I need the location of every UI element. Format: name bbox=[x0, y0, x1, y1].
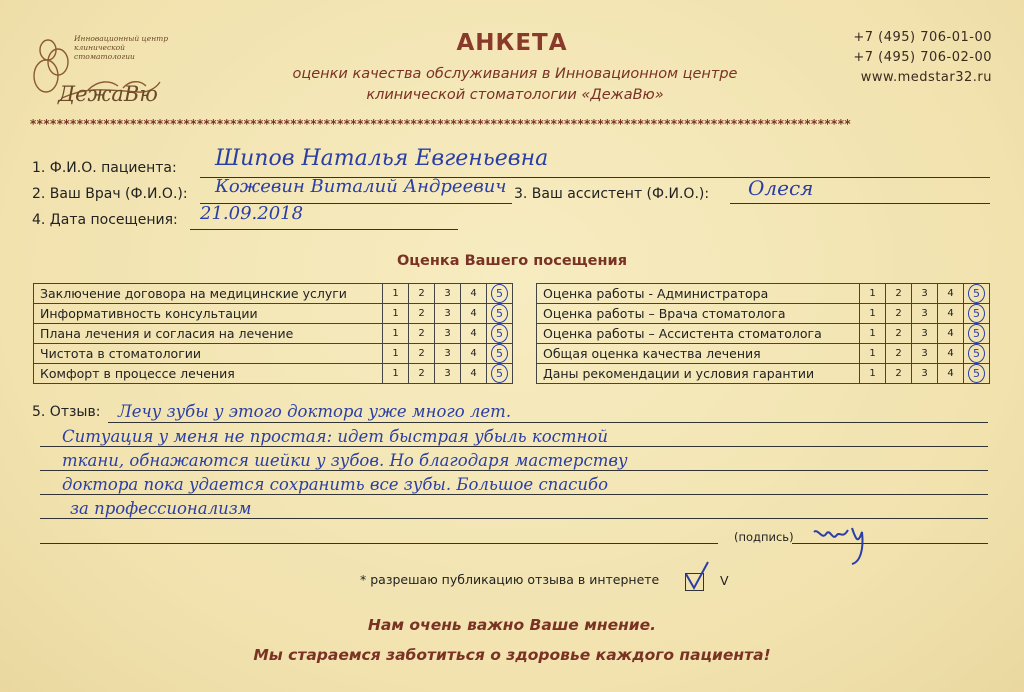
score-option[interactable]: 3 bbox=[435, 364, 461, 384]
website: www.medstar32.ru bbox=[860, 70, 992, 85]
score-option[interactable] bbox=[487, 324, 513, 344]
signature-label: (подпись) bbox=[734, 530, 794, 544]
score-option[interactable] bbox=[487, 284, 513, 304]
score-option[interactable]: 2 bbox=[886, 344, 912, 364]
score-option[interactable]: 2 bbox=[409, 344, 435, 364]
footer-line-1: Нам очень важно Ваше мнение. bbox=[367, 616, 657, 634]
selected-score: 5 bbox=[968, 284, 985, 303]
patient-value: Шипов Наталья Евгеньевна bbox=[215, 146, 549, 171]
consent-mark: V bbox=[720, 573, 729, 588]
rating-left-criterion-label: Плана лечения и согласия на лечение bbox=[34, 324, 383, 344]
review-line: Ситуация у меня не простая: идет быстрая убыль костной bbox=[62, 427, 608, 446]
selected-score: 5 bbox=[968, 344, 985, 363]
score-option[interactable] bbox=[487, 304, 513, 324]
score-option[interactable]: 2 bbox=[886, 304, 912, 324]
selected-score: 5 bbox=[491, 344, 508, 363]
contacts bbox=[853, 28, 992, 88]
signature-icon bbox=[808, 510, 888, 566]
assistant-line bbox=[730, 203, 990, 204]
score-option[interactable]: 3 bbox=[435, 324, 461, 344]
score-option[interactable]: 4 bbox=[461, 284, 487, 304]
score-option[interactable]: 4 bbox=[461, 324, 487, 344]
rating-right-criterion-label: Даны рекомендации и условия гарантии bbox=[537, 364, 860, 384]
rating-right-criterion-label: Общая оценка качества лечения bbox=[537, 344, 860, 364]
score-option[interactable]: 1 bbox=[860, 364, 886, 384]
selected-score: 5 bbox=[491, 304, 508, 323]
date-line bbox=[190, 229, 458, 230]
check-mark-icon bbox=[682, 560, 712, 592]
score-option[interactable] bbox=[964, 304, 990, 324]
score-option[interactable] bbox=[964, 324, 990, 344]
doctor-value: Кожевин Виталий Андреевич bbox=[215, 176, 507, 197]
score-option[interactable] bbox=[964, 284, 990, 304]
assistant-value: Олеся bbox=[748, 176, 814, 200]
selected-score: 5 bbox=[968, 364, 985, 383]
selected-score: 5 bbox=[491, 324, 508, 343]
rating-right-row bbox=[537, 324, 990, 344]
score-option[interactable]: 1 bbox=[383, 324, 409, 344]
score-option[interactable]: 4 bbox=[938, 364, 964, 384]
review-line: доктора пока удается сохранить все зубы. Большое спасибо bbox=[62, 475, 609, 494]
score-option[interactable]: 2 bbox=[886, 324, 912, 344]
rating-right-row bbox=[537, 304, 990, 324]
footer-line-2: Мы стараемся заботиться о здоровье каждого пациента! bbox=[253, 646, 771, 664]
score-option[interactable]: 1 bbox=[383, 344, 409, 364]
score-option[interactable]: 2 bbox=[886, 284, 912, 304]
score-option[interactable]: 3 bbox=[912, 304, 938, 324]
rating-left-row bbox=[34, 344, 513, 364]
score-option[interactable]: 3 bbox=[435, 284, 461, 304]
score-option[interactable]: 3 bbox=[912, 364, 938, 384]
selected-score: 5 bbox=[968, 304, 985, 323]
score-option[interactable]: 4 bbox=[938, 344, 964, 364]
rating-right-row bbox=[537, 344, 990, 364]
review-label: 5. Отзыв: bbox=[32, 404, 101, 420]
doctor-label: 2. Ваш Врач (Ф.И.О.): bbox=[32, 186, 188, 202]
assistant-label: 3. Ваш ассистент (Ф.И.О.): bbox=[514, 186, 710, 202]
star-divider: *************************************************************************************************************************** bbox=[30, 117, 852, 129]
score-option[interactable]: 3 bbox=[435, 304, 461, 324]
rating-left-row bbox=[34, 364, 513, 384]
rating-left-criterion-label: Информативность консультации bbox=[34, 304, 383, 324]
logo-org-text: Инновационный центр клинической стоматологии bbox=[74, 34, 169, 61]
score-option[interactable]: 1 bbox=[860, 324, 886, 344]
score-option[interactable]: 4 bbox=[938, 284, 964, 304]
phone-1: +7 (495) 706-01-00 bbox=[853, 30, 992, 45]
selected-score: 5 bbox=[491, 284, 508, 303]
form-title: АНКЕТА bbox=[456, 30, 568, 56]
rating-title: Оценка Вашего посещения bbox=[396, 253, 628, 269]
score-option[interactable]: 2 bbox=[886, 364, 912, 384]
score-option[interactable]: 4 bbox=[461, 344, 487, 364]
form-subtitle: оценки качества обслуживания в Инновационном центре клинической стоматологии «ДежаВю» bbox=[292, 66, 738, 103]
rating-left-criterion-label: Комфорт в процессе лечения bbox=[34, 364, 383, 384]
score-option[interactable]: 1 bbox=[383, 284, 409, 304]
rating-left-row bbox=[34, 284, 513, 304]
score-option[interactable]: 1 bbox=[860, 284, 886, 304]
score-option[interactable]: 1 bbox=[383, 304, 409, 324]
logo-name: ДежаВю bbox=[58, 82, 158, 106]
rating-left-row bbox=[34, 324, 513, 344]
score-option[interactable]: 2 bbox=[409, 304, 435, 324]
score-option[interactable]: 4 bbox=[938, 324, 964, 344]
rating-table-right bbox=[536, 283, 990, 384]
review-line: ткани, обнажаются шейки у зубов. Но благодаря мастерству bbox=[62, 451, 628, 470]
score-option[interactable] bbox=[487, 364, 513, 384]
selected-score: 5 bbox=[491, 364, 508, 383]
score-option[interactable]: 1 bbox=[860, 304, 886, 324]
score-option[interactable]: 3 bbox=[435, 344, 461, 364]
rating-left-row bbox=[34, 304, 513, 324]
review-line: за профессионализм bbox=[70, 499, 252, 518]
date-value: 21.09.2018 bbox=[200, 203, 304, 224]
score-option[interactable] bbox=[964, 344, 990, 364]
rating-right-criterion-label: Оценка работы - Администратора bbox=[537, 284, 860, 304]
consent-text: * разрешаю публикацию отзыва в интернете bbox=[360, 572, 660, 587]
rating-right-row bbox=[537, 284, 990, 304]
score-option[interactable]: 1 bbox=[860, 344, 886, 364]
selected-score: 5 bbox=[968, 324, 985, 343]
score-option[interactable]: 4 bbox=[461, 364, 487, 384]
score-option[interactable]: 4 bbox=[938, 304, 964, 324]
score-option[interactable]: 3 bbox=[912, 284, 938, 304]
score-option[interactable]: 3 bbox=[912, 344, 938, 364]
date-label: 4. Дата посещения: bbox=[32, 212, 178, 228]
score-option[interactable]: 2 bbox=[409, 364, 435, 384]
score-option[interactable] bbox=[964, 364, 990, 384]
rating-right-row bbox=[537, 364, 990, 384]
rating-left-criterion-label: Чистота в стоматологии bbox=[34, 344, 383, 364]
score-option[interactable]: 3 bbox=[912, 324, 938, 344]
rating-right-criterion-label: Оценка работы – Врача стоматолога bbox=[537, 304, 860, 324]
rating-table-left bbox=[33, 283, 513, 384]
score-option[interactable]: 4 bbox=[461, 304, 487, 324]
patient-label: 1. Ф.И.О. пациента: bbox=[32, 160, 177, 176]
phone-2: +7 (495) 706-02-00 bbox=[853, 50, 992, 65]
score-option[interactable] bbox=[487, 344, 513, 364]
score-option[interactable]: 2 bbox=[409, 324, 435, 344]
review-line: Лечу зубы у этого доктора уже много лет. bbox=[118, 402, 512, 421]
score-option[interactable]: 1 bbox=[383, 364, 409, 384]
score-option[interactable]: 2 bbox=[409, 284, 435, 304]
rating-left-criterion-label: Заключение договора на медицинские услуги bbox=[34, 284, 383, 304]
rating-right-criterion-label: Оценка работы – Ассистента стоматолога bbox=[537, 324, 860, 344]
